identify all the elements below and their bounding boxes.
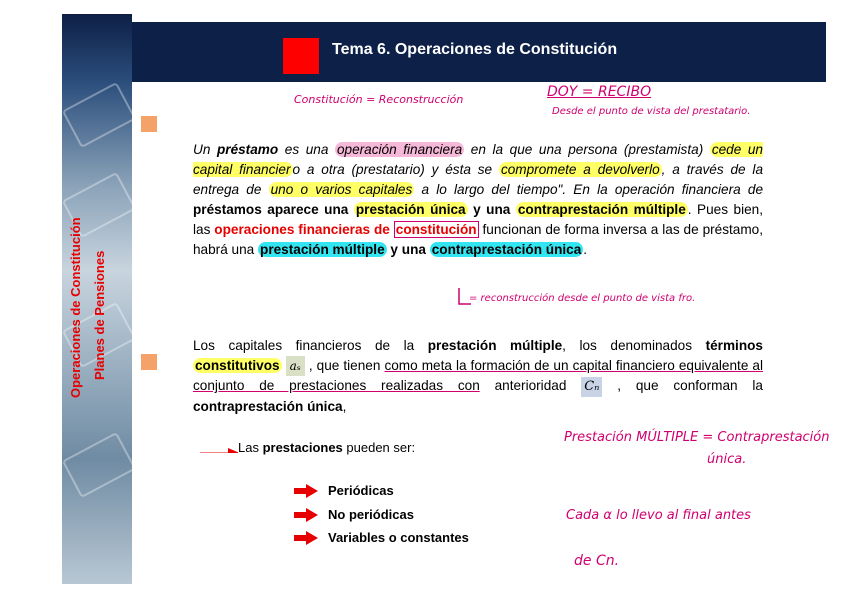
highlight: compromete a devolverlo [500,162,660,177]
sidebar-line2: Planes de Pensiones [92,250,107,380]
note-doy: DOY = RECIBO [547,84,652,100]
highlight: operación financiera [336,142,463,157]
highlight: prestación única [355,202,466,217]
note-reconstruccion: = reconstrucción desde el punto de vista fro. [469,293,696,304]
note-desde: Desde el punto de vista del prestatario. [552,106,751,117]
header-red-square [283,38,319,74]
page-title: Tema 6. Operaciones de Constitución [332,41,618,58]
note-unica: única. [707,452,747,467]
bracket-mark [455,286,475,310]
banknote-decoration [62,82,132,148]
symbol-as: aₛ [286,356,305,376]
prestaciones-label: Las prestaciones pueden ser: [238,440,416,455]
paragraph-capitales: Los capitales financieros de la prestación múltiple, los denominados términos constitutivos aₛ , que tienen como meta la formación de un capital financiero equivalente al conjunto de prestaciones realizadas con anterioridad Cₙ , que conforman la contraprestación única, [193,338,763,414]
banknote-decoration [62,432,132,498]
note-cada: Cada α lo llevo al final antes [566,508,751,523]
sidebar-line1: Operaciones de Constitución [68,217,83,398]
red-arrow-icon [198,447,238,453]
bullet-square [141,116,157,132]
highlight: cede un capital financier [193,142,763,177]
bullet-square [141,354,157,370]
highlight: contraprestación única [431,242,582,257]
list-item: Periódicas [328,483,394,498]
highlight: constitutivos [195,358,280,373]
paragraph-prestamo: Un préstamo es una operación financiera en la que una persona (prestamista) cede un capital financier o a otra (prestatario) y ésta se compromete a devolverlo , a través de la entrega de uno o varios capitales a lo largo del tiempo". En la operación financiera de préstamos aparece una prestación única y una contraprestación múltiple . Pues bien, las operaciones financieras de constitución funcionan de forma inversa a las de préstamo, habrá una prestación múltiple y una contraprestación única . [193,142,764,257]
red-arrow-icon [294,531,320,545]
constitucion-box: constitución [395,222,477,237]
symbol-cn: Cₙ [581,377,602,397]
note-constitucion: Constitución = Reconstrucción [294,93,464,106]
highlight: prestación múltiple [260,242,385,257]
red-arrow-icon [294,508,320,522]
list-item: Variables o constantes [328,530,469,545]
note-de-cn: de Cn. [574,553,620,569]
highlight: uno o varios capitales [270,182,413,197]
highlight: contraprestación múltiple [517,202,686,217]
list-item: No periódicas [328,507,414,522]
sidebar-title [64,200,124,400]
red-arrow-icon [294,484,320,498]
note-prestacion: Prestación MÚLTIPLE = Contraprestación [564,430,830,445]
